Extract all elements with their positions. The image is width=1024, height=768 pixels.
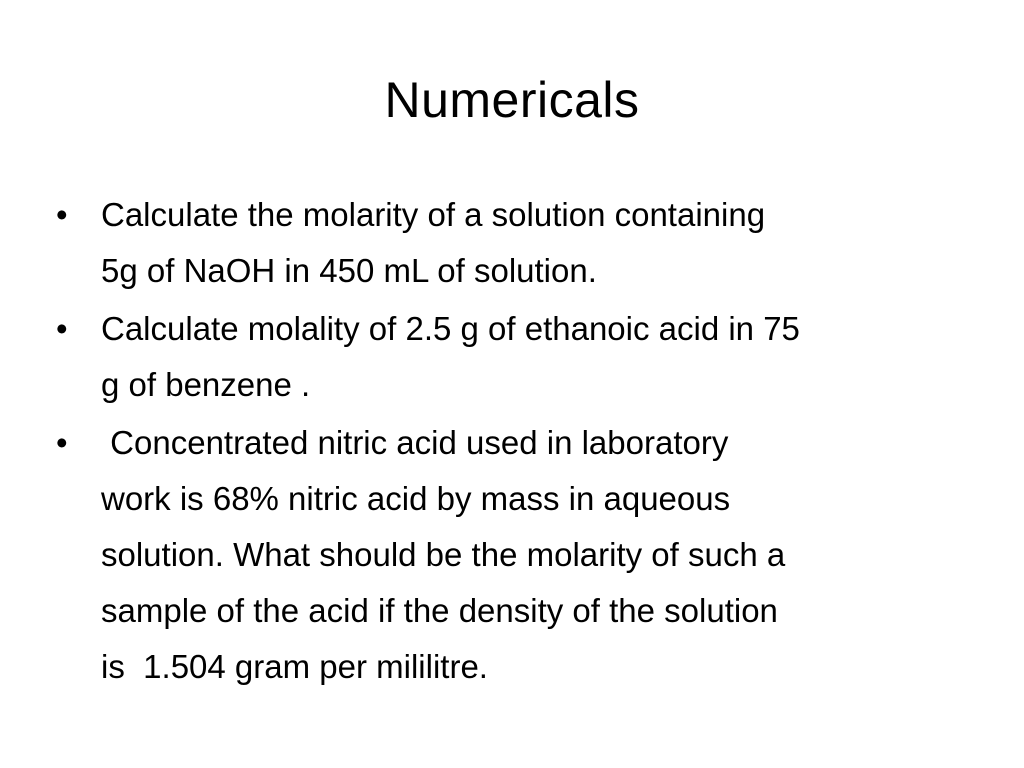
bullet-dot-icon: • bbox=[56, 196, 68, 233]
bullet-item bbox=[56, 415, 976, 695]
bullet-dot-icon: • bbox=[56, 310, 68, 347]
bullet-line: work is 68% nitric acid by mass in aqueous bbox=[101, 480, 731, 517]
bullet-line: Calculate the molarity of a solution containing bbox=[101, 196, 766, 233]
bullet-line: g of benzene . bbox=[101, 366, 311, 403]
bullet-dot-icon: • bbox=[56, 424, 68, 461]
bullet-line: sample of the acid if the density of the solution bbox=[101, 592, 778, 629]
bullet-line: Concentrated nitric acid used in laboratory bbox=[101, 424, 729, 461]
bullet-line: Calculate molality of 2.5 g of ethanoic acid in 75 bbox=[101, 310, 800, 347]
bullet-line: 5g of NaOH in 450 mL of solution. bbox=[101, 252, 597, 289]
bullet-list bbox=[56, 187, 976, 697]
slide-title: Numericals bbox=[384, 72, 640, 128]
bullet-item bbox=[56, 301, 976, 413]
bullet-item bbox=[56, 187, 976, 299]
bullet-line: is 1.504 gram per mililitre. bbox=[101, 648, 488, 685]
bullet-line: solution. What should be the molarity of such a bbox=[101, 536, 786, 573]
